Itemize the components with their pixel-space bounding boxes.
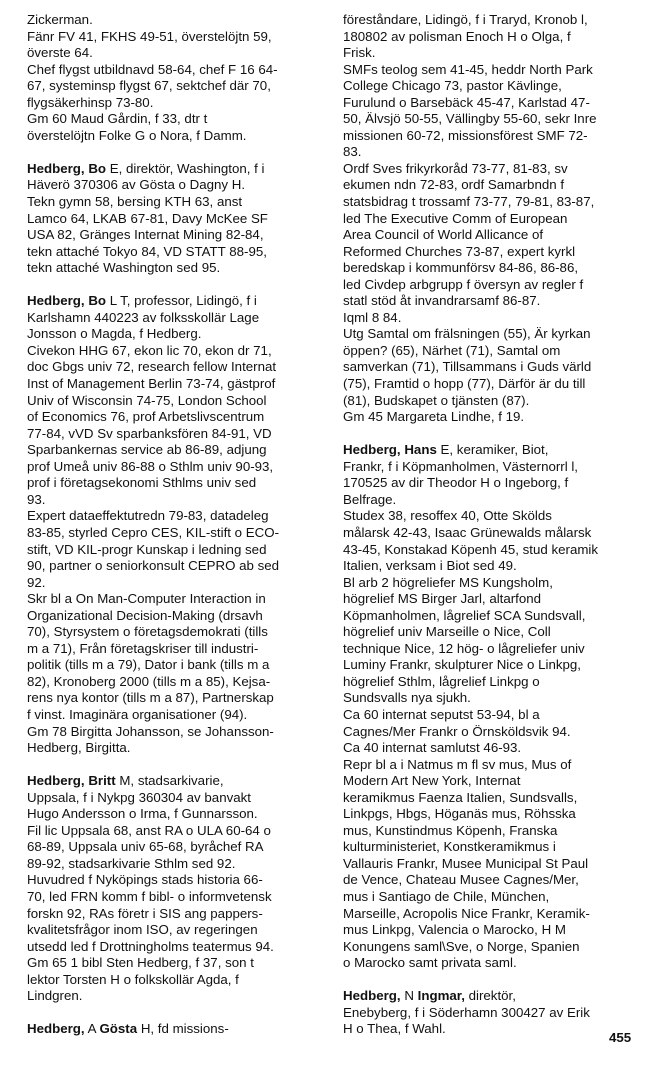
text-segment: stift, VD KIL-progr Kunskap i ledning sed <box>27 541 267 557</box>
text-line <box>343 442 647 459</box>
text-line <box>27 608 325 625</box>
text-line <box>27 459 325 476</box>
text-segment: 67, systeminsp flygst 67, sektchef där 70, <box>27 78 271 94</box>
text-line <box>27 906 325 923</box>
text-line <box>343 95 647 112</box>
text-line <box>27 624 325 641</box>
text-line <box>343 1005 647 1022</box>
text-line <box>343 575 647 592</box>
text-segment: 77-84, vVD Sv sparbanksfören 84-91, VD <box>27 425 272 441</box>
text-line <box>343 641 647 658</box>
text-line <box>343 657 647 674</box>
text-line <box>27 1021 325 1038</box>
text-line <box>27 988 325 1005</box>
text-segment: 70, led FRN komm f bibl- o informvetensk <box>27 888 272 904</box>
text-line <box>27 790 325 807</box>
text-line <box>343 45 647 62</box>
text-line <box>343 1021 647 1038</box>
text-line <box>27 161 325 178</box>
text-line <box>27 409 325 426</box>
text-segment: överstelöjtn Folke G o Nora, f Damm. <box>27 127 247 143</box>
text-segment: Uppsala, f i Nykpg 360304 av banvakt <box>27 789 251 805</box>
text-segment: forskn 92, RAs företr i SIS ang pappers- <box>27 905 263 921</box>
text-line <box>27 525 325 542</box>
text-line <box>343 823 647 840</box>
text-line <box>27 244 325 261</box>
text-segment: Enebyberg, f i Söderhamn 300427 av Erik <box>343 1004 590 1020</box>
text-line <box>27 690 325 707</box>
entry-zickerman-tail <box>27 12 325 144</box>
text-line <box>343 475 647 492</box>
left-column <box>27 12 325 1038</box>
text-segment: Chef flygst utbildnavd 58-64, chef F 16 64- <box>27 61 278 77</box>
text-segment: högrelief Sthlm, lågrelief Linkpg o <box>343 673 540 689</box>
text-line <box>343 558 647 575</box>
entry-headword: Hedberg, Hans <box>343 442 437 458</box>
entry-gap <box>343 426 647 443</box>
text-line <box>27 393 325 410</box>
text-line <box>27 128 325 145</box>
text-line <box>343 955 647 972</box>
text-segment: 93. <box>27 491 46 507</box>
text-line <box>27 310 325 327</box>
text-line <box>27 260 325 277</box>
text-segment: Furulund o Barsebäck 45-47, Karlstad 47- <box>343 94 590 110</box>
text-segment: 90, partner o seniorkonsult CEPRO ab sed <box>27 558 280 574</box>
text-line <box>343 508 647 525</box>
text-segment: Marseille, Acropolis Nice Frankr, Keramik- <box>343 905 590 921</box>
text-segment: Häverö 370306 av Gösta o Dagny H. <box>27 177 246 193</box>
text-segment: H o Thea, f Wahl. <box>343 1021 446 1037</box>
text-line <box>343 310 647 327</box>
text-segment: Belfrage. <box>343 491 397 507</box>
text-line <box>27 475 325 492</box>
text-segment: Linkpgs, Hbgs, Höganäs mus, Röhsska <box>343 806 576 822</box>
text-line <box>343 260 647 277</box>
text-segment: 50, Älvsjö 50-55, Vällingby 55-60, sekr Inre <box>343 111 597 127</box>
text-segment: E, keramiker, Biot, <box>436 442 549 458</box>
text-line <box>27 326 325 343</box>
entry-gap <box>27 144 325 161</box>
text-segment: missionen 60-72, missionsförest SMF 72- <box>343 127 588 143</box>
text-segment: överste 64. <box>27 45 93 61</box>
entry-hedberg-ingmar <box>343 988 647 1038</box>
text-line <box>27 426 325 443</box>
text-segment: Karlshamn 440223 av folksskollär Lage <box>27 309 260 325</box>
text-line <box>343 343 647 360</box>
text-line <box>343 161 647 178</box>
text-line <box>27 343 325 360</box>
text-segment: Modern Art New York, Internat <box>343 773 521 789</box>
entry-gap <box>27 757 325 774</box>
text-segment: 170525 av dir Theodor H o Ingeborg, f <box>343 475 569 491</box>
text-segment: Ordf Sves frikyrkoråd 73-77, 81-83, sv <box>343 160 568 176</box>
text-segment: 43-45, Konstakad Köpenh 45, stud keramik <box>343 541 599 557</box>
text-line <box>27 194 325 211</box>
text-line <box>27 674 325 691</box>
text-segment: flygsäkerhinsp 73-80. <box>27 94 154 110</box>
text-segment: Civekon HHG 67, ekon lic 70, ekon dr 71, <box>27 342 272 358</box>
text-segment: direktör, <box>464 988 516 1004</box>
text-segment: målarsk 42-43, Isaac Grünewalds målarsk <box>343 524 592 540</box>
text-line <box>343 608 647 625</box>
text-line <box>343 194 647 211</box>
text-line <box>27 227 325 244</box>
text-line <box>343 856 647 873</box>
text-line <box>27 177 325 194</box>
text-segment: led The Executive Comm of European <box>343 210 568 226</box>
text-line <box>27 955 325 972</box>
text-line <box>343 211 647 228</box>
text-line <box>27 376 325 393</box>
text-segment: Frankr, f i Köpmanholmen, Västernorrl l, <box>343 458 579 474</box>
text-segment: N <box>400 988 418 1004</box>
text-segment: o Marocko samt privata saml. <box>343 955 517 971</box>
text-segment: Luminy Frankr, skulpturer Nice o Linkpg, <box>343 657 581 673</box>
text-segment: Tekn gymn 58, bersing KTH 63, anst <box>27 194 243 210</box>
text-segment: led Civdep arbgrupp f översyn av regler f <box>343 276 584 292</box>
text-line <box>27 95 325 112</box>
text-segment: Sundsvalls nya sjukh. <box>343 690 471 706</box>
text-segment: Köpmanholmen, lågrelief SCA Sundsvall, <box>343 607 586 623</box>
text-segment: Jonsson o Magda, f Hedberg. <box>27 326 202 342</box>
text-segment: mus, Kunstindmus Köpenh, Franska <box>343 822 558 838</box>
text-line <box>27 823 325 840</box>
text-segment: 70), Styrsystem o företagsdemokrati (tills <box>27 624 268 640</box>
text-segment: politik (tills m a 79), Dator i bank (tills m a <box>27 657 270 673</box>
text-line <box>27 111 325 128</box>
text-segment: ekumen ndn 72-83, ordf Samarbndn f <box>343 177 565 193</box>
text-line <box>27 839 325 856</box>
text-segment: Hedberg, Birgitta. <box>27 740 131 756</box>
text-line <box>27 78 325 95</box>
text-line <box>343 128 647 145</box>
text-line <box>343 177 647 194</box>
text-segment: Studex 38, resoffex 40, Otte Skölds <box>343 508 552 524</box>
text-line <box>343 740 647 757</box>
entry-gap <box>343 972 647 989</box>
text-line <box>343 359 647 376</box>
text-line <box>27 211 325 228</box>
text-line <box>343 707 647 724</box>
text-line <box>343 906 647 923</box>
text-line <box>27 293 325 310</box>
text-segment: Lamco 64, LKAB 67-81, Davy McKee SF <box>27 210 268 226</box>
text-line <box>27 773 325 790</box>
text-segment: Hugo Andersson o Irma, f Gunnarsson. <box>27 806 258 822</box>
text-line <box>27 889 325 906</box>
text-segment: Gm 45 Margareta Lindhe, f 19. <box>343 409 525 425</box>
text-line <box>343 293 647 310</box>
text-line <box>343 459 647 476</box>
text-line <box>343 790 647 807</box>
text-segment: Ca 40 internat samlutst 46-93. <box>343 740 522 756</box>
text-segment: Repr bl a i Natmus m fl sv mus, Mus of <box>343 756 572 772</box>
text-segment: Huvudred f Nyköpings stads historia 66- <box>27 872 263 888</box>
text-line <box>343 326 647 343</box>
text-line <box>27 657 325 674</box>
text-line <box>343 144 647 161</box>
text-segment: Univ of Wisconsin 74-75, London School <box>27 392 267 408</box>
text-segment: College Chicago 73, pastor Kävlinge, <box>343 78 562 94</box>
entry-hedberg-gosta-cont <box>343 12 647 426</box>
text-line <box>343 872 647 889</box>
text-line <box>343 12 647 29</box>
text-line <box>27 939 325 956</box>
text-segment: USA 82, Gränges Internat Mining 82-84, <box>27 227 264 243</box>
text-segment: mus Linkpg, Valencia o Marocko, H M <box>343 922 566 938</box>
text-line <box>343 111 647 128</box>
text-line <box>27 508 325 525</box>
text-segment: prof Umeå univ 86-88 o Sthlm univ 90-93, <box>27 458 274 474</box>
text-segment: of Economics 76, prof Arbetslivscentrum <box>27 409 265 425</box>
text-line <box>343 376 647 393</box>
text-segment: Utg Samtal om frälsningen (55), Är kyrkan <box>343 326 591 342</box>
text-line <box>27 707 325 724</box>
text-line <box>343 724 647 741</box>
text-line <box>343 277 647 294</box>
text-line <box>343 674 647 691</box>
text-line <box>343 78 647 95</box>
text-segment: Reformed Churches 73-87, expert kyrkl <box>343 243 576 259</box>
text-segment: högrelief univ Marseille o Nice, Coll <box>343 624 551 640</box>
text-line <box>343 244 647 261</box>
text-segment: Lindgren. <box>27 988 83 1004</box>
text-segment: E, direktör, Washington, f i <box>106 160 265 176</box>
text-line <box>343 922 647 939</box>
text-segment: 83-85, styrled Cepro CES, KIL-stift o ECO- <box>27 524 279 540</box>
text-segment: technique Nice, 12 hög- o lågreliefer univ <box>343 640 585 656</box>
entry-headword: Gösta <box>99 1021 138 1037</box>
text-segment: Fil lic Uppsala 68, anst RA o ULA 60-64 o <box>27 822 271 838</box>
text-segment: Sparbankernas service ab 86-89, adjung <box>27 442 267 458</box>
text-segment: Expert dataeffektutredn 79-83, datadeleg <box>27 508 269 524</box>
text-segment: 68-89, Uppsala univ 65-68, byråchef RA <box>27 839 264 855</box>
text-segment: Fänr FV 41, FKHS 49-51, överstelöjtn 59, <box>27 28 272 44</box>
entry-hedberg-gosta <box>27 1021 325 1038</box>
text-segment: föreståndare, Lidingö, f i Traryd, Kronob l, <box>343 12 588 27</box>
entry-gap <box>27 1005 325 1022</box>
text-line <box>27 806 325 823</box>
text-line <box>343 409 647 426</box>
text-line <box>27 972 325 989</box>
entry-headword: Hedberg, <box>27 1021 85 1037</box>
text-segment: 89-92, stadsarkivarie Sthlm sed 92. <box>27 855 236 871</box>
text-segment: Gm 78 Birgitta Johansson, se Johansson- <box>27 723 274 739</box>
page-number: 455 <box>609 1030 632 1045</box>
entry-hedberg-britt <box>27 773 325 1005</box>
entry-hedberg-bo-e <box>27 161 325 277</box>
text-segment: doc Gbgs univ 72, research fellow Internat <box>27 359 277 375</box>
text-line <box>343 757 647 774</box>
entry-headword: Hedberg, Bo <box>27 293 107 309</box>
text-line <box>27 542 325 559</box>
text-line <box>27 12 325 29</box>
text-line <box>27 740 325 757</box>
text-line <box>27 641 325 658</box>
text-segment: de Vence, Chateau Musee Cagnes/Mer, <box>343 872 579 888</box>
text-line <box>27 492 325 509</box>
text-line <box>343 889 647 906</box>
text-segment: statl stöd åt invandrarsamf 86-87. <box>343 293 541 309</box>
text-segment: 82), Kronoberg 2000 (tills m a 85), Kejsa- <box>27 673 271 689</box>
text-line <box>27 872 325 889</box>
text-line <box>343 839 647 856</box>
text-line <box>27 62 325 79</box>
text-segment: A <box>84 1021 100 1037</box>
text-segment: Skr bl a On Man-Computer Interaction in <box>27 591 266 607</box>
entry-headword: Hedberg, Britt <box>27 773 116 789</box>
text-line <box>27 591 325 608</box>
text-segment: samverkan (71), Tillsammans i Guds värld <box>343 359 592 375</box>
text-segment: Gm 60 Maud Gårdin, f 33, dtr t <box>27 111 208 127</box>
text-segment: 83. <box>343 144 362 160</box>
text-segment: Italien, verksam i Biot sed 49. <box>343 558 517 574</box>
text-segment: kvalitetsfrågor inom ISO, av regeringen <box>27 922 258 938</box>
text-segment: (81), Budskapet o tjänsten (87). <box>343 392 530 408</box>
text-segment: keramikmus Faenza Italien, Sundsvalls, <box>343 789 578 805</box>
text-segment: öppen? (65), Närhet (71), Samtal om <box>343 342 561 358</box>
text-line <box>27 442 325 459</box>
text-segment: Konungens saml\Sve, o Norge, Spanien <box>343 938 580 954</box>
text-line <box>343 29 647 46</box>
text-line <box>27 359 325 376</box>
text-line <box>343 525 647 542</box>
text-line <box>343 227 647 244</box>
text-segment: lektor Torsten H o folkskollär Agda, f <box>27 971 239 987</box>
text-segment: beredskap i kommunförsv 84-86, 86-86, <box>343 260 579 276</box>
entry-hedberg-hans <box>343 442 647 972</box>
text-segment: H, fd missions- <box>137 1021 229 1037</box>
text-line <box>27 575 325 592</box>
text-segment: L T, professor, Lidingö, f i <box>106 293 257 309</box>
text-segment: Area Council of World Allicance of <box>343 227 544 243</box>
entry-headword: Hedberg, <box>343 988 401 1004</box>
text-line <box>343 773 647 790</box>
text-line <box>343 939 647 956</box>
text-segment: Inst of Management Berlin 73-74, gästprof <box>27 376 276 392</box>
text-line <box>343 542 647 559</box>
text-segment: M, stadsarkivarie, <box>115 773 224 789</box>
text-segment: tekn attaché Washington sed 95. <box>27 260 221 276</box>
text-segment: Organizational Decision-Making (drsavh <box>27 607 263 623</box>
text-segment: Cagnes/Mer Frankr o Örnsköldsvik 94. <box>343 723 571 739</box>
text-line <box>27 856 325 873</box>
entry-headword: Hedberg, Bo <box>27 160 107 176</box>
text-segment: Zickerman. <box>27 12 93 27</box>
text-segment: Gm 65 1 bibl Sten Hedberg, f 37, son t <box>27 955 254 971</box>
text-segment: mus i Santiago de Chile, München, <box>343 888 550 904</box>
text-segment: utsedd led f Drottningholms teatermus 94. <box>27 938 274 954</box>
text-line <box>27 724 325 741</box>
text-segment: 92. <box>27 574 46 590</box>
text-line <box>27 558 325 575</box>
text-segment: Frisk. <box>343 45 376 61</box>
text-line <box>27 29 325 46</box>
text-segment: f vinst. Imaginära organisationer (94). <box>27 706 248 722</box>
text-line <box>343 393 647 410</box>
text-segment: 180802 av polisman Enoch H o Olga, f <box>343 28 571 44</box>
text-segment: SMFs teolog sem 41-45, heddr North Park <box>343 61 593 77</box>
text-segment: Vallauris Frankr, Musee Municipal St Paul <box>343 855 589 871</box>
text-line <box>27 45 325 62</box>
text-line <box>343 62 647 79</box>
text-segment: m a 71), Från företagskriser till industri- <box>27 640 259 656</box>
text-line <box>343 624 647 641</box>
text-line <box>343 988 647 1005</box>
text-segment: statsbidrag t trossamf 73-77, 79-81, 83-87, <box>343 194 595 210</box>
entry-headword: Ingmar, <box>417 988 465 1004</box>
text-line <box>343 806 647 823</box>
text-segment: tekn attaché Tokyo 84, VD STATT 88-95, <box>27 243 267 259</box>
text-segment: (75), Framtid o hopp (77), Därför är du till <box>343 376 586 392</box>
entry-gap <box>27 277 325 294</box>
text-line <box>27 922 325 939</box>
text-segment: kulturministeriet, Konstkeramikmus i <box>343 839 556 855</box>
entry-hedberg-bo-lt <box>27 293 325 756</box>
right-column <box>343 12 647 1038</box>
text-line <box>343 690 647 707</box>
text-segment: högrelief MS Birger Jarl, altarfond <box>343 591 542 607</box>
text-line <box>343 492 647 509</box>
text-line <box>343 591 647 608</box>
text-segment: Ca 60 internat seputst 53-94, bl a <box>343 706 540 722</box>
text-segment: Iqml 8 84. <box>343 309 402 325</box>
text-segment: Bl arb 2 högreliefer MS Kungsholm, <box>343 574 553 590</box>
text-segment: prof i företagsekonomi Sthlms univ sed <box>27 475 257 491</box>
text-segment: rens nya kontor (tills m a 87), Partnerskap <box>27 690 274 706</box>
